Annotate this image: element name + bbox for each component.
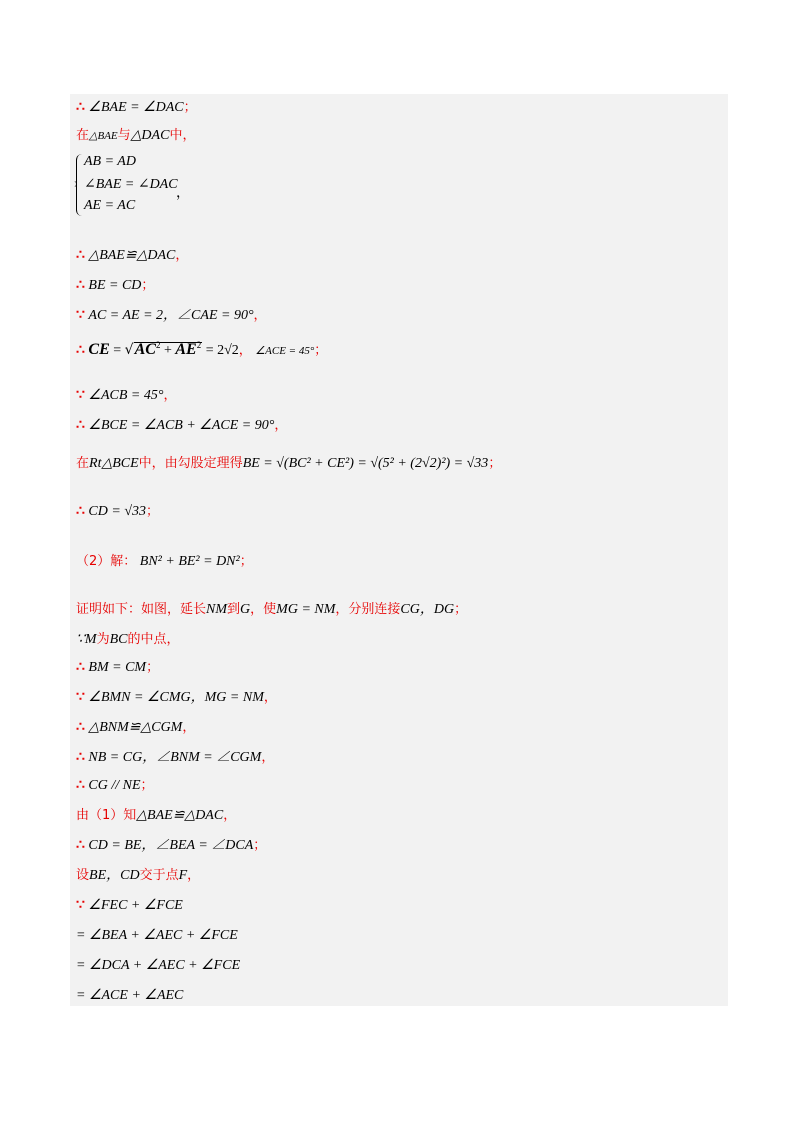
- line-25: = ∠DCA + ∠AEC + ∠FCE: [76, 958, 241, 973]
- line-15: ∴ BM = CM；: [76, 660, 160, 675]
- line-4: ∴ △BAE≌△DAC，: [76, 248, 189, 263]
- solution-content: ∴ ∠BAE = ∠DAC； 在△BAE与△DAC中， AB = AD ∠BAE = ∠DAC AE = AC ， ∴ △BAE≌△DAC， ∴ BE = CD； ∵ AC = AE = 2，∠CAE = 90°， ∴ CE = $√AC^2 + AE^2 = 2√2$， ∠ACE = 45°； ∵ ∠ACB = 45°， ∴ ∠BCE = ∠ACB + ∠ACE = 90°， 在Rt△BCE中，由勾股定理得BE = √(BC² + CE²) = √(5² + (2√2)²) = √33； ∴ CD = √33； （2）解： BN² + BE² = DN²； 证明如下：如图，延长NM到G，使MG = NM，分别连接CG，DG； ∵M为BC的中点， ∴ BM = CM； ∵ ∠BMN = ∠CMG，MG = NM， ∴ △BNM≌△CGM， ∴ NB = CG，∠BNM = ∠CGM， ∴ CG // NE； 由（1）知△BAE≌△DAC， ∴ CD = BE，∠BEA = ∠DCA； 设BE，CD交于点F， ∵ ∠FEC + ∠FCE = ∠BEA + ∠AEC + ∠FCE = ∠DCA + ∠AEC + ∠FCE = ∠ACE + ∠AEC: [70, 94, 728, 1006]
- line-10: 在Rt△BCE中，由勾股定理得BE = √(BC² + CE²) = √(5² + (2√2)²) = √33；: [76, 456, 502, 471]
- line-5: ∴ BE = CD；: [76, 278, 155, 293]
- line-1: ∴ ∠BAE = ∠DAC；: [76, 100, 197, 115]
- line-21: ∴ CD = BE，∠BEA = ∠DCA；: [76, 838, 267, 853]
- line-11: ∴ CD = √33；: [76, 504, 160, 519]
- line-14: ∵M为BC的中点，: [76, 632, 180, 647]
- line-18: ∴ NB = CG，∠BNM = ∠CGM，: [76, 750, 275, 765]
- line-16: ∵ ∠BMN = ∠CMG，MG = NM，: [76, 690, 277, 705]
- line-23: ∵ ∠FEC + ∠FCE: [76, 898, 183, 913]
- line-22: 设BE，CD交于点F，: [76, 868, 201, 883]
- line-24: = ∠BEA + ∠AEC + ∠FCE: [76, 928, 238, 943]
- line-26: = ∠ACE + ∠AEC: [76, 988, 184, 1003]
- line-7: ∴ CE = $√AC^2 + AE^2 = 2√2$， ∠ACE = 45°；: [76, 340, 328, 358]
- line-2: 在△BAE与△DAC中，: [76, 128, 196, 143]
- line-6: ∵ AC = AE = 2，∠CAE = 90°，: [76, 308, 267, 323]
- line-13: 证明如下：如图，延长NM到G，使MG = NM，分别连接CG，DG；: [76, 602, 468, 617]
- line-9: ∴ ∠BCE = ∠ACB + ∠ACE = 90°，: [76, 418, 288, 433]
- line-17: ∴ △BNM≌△CGM，: [76, 720, 196, 735]
- line-8: ∵ ∠ACB = 45°，: [76, 388, 177, 403]
- line-19: ∴ CG // NE；: [76, 778, 154, 793]
- line-12: （2）解： BN² + BE² = DN²；: [76, 554, 253, 569]
- line-20: 由（1）知△BAE≌△DAC，: [76, 808, 237, 823]
